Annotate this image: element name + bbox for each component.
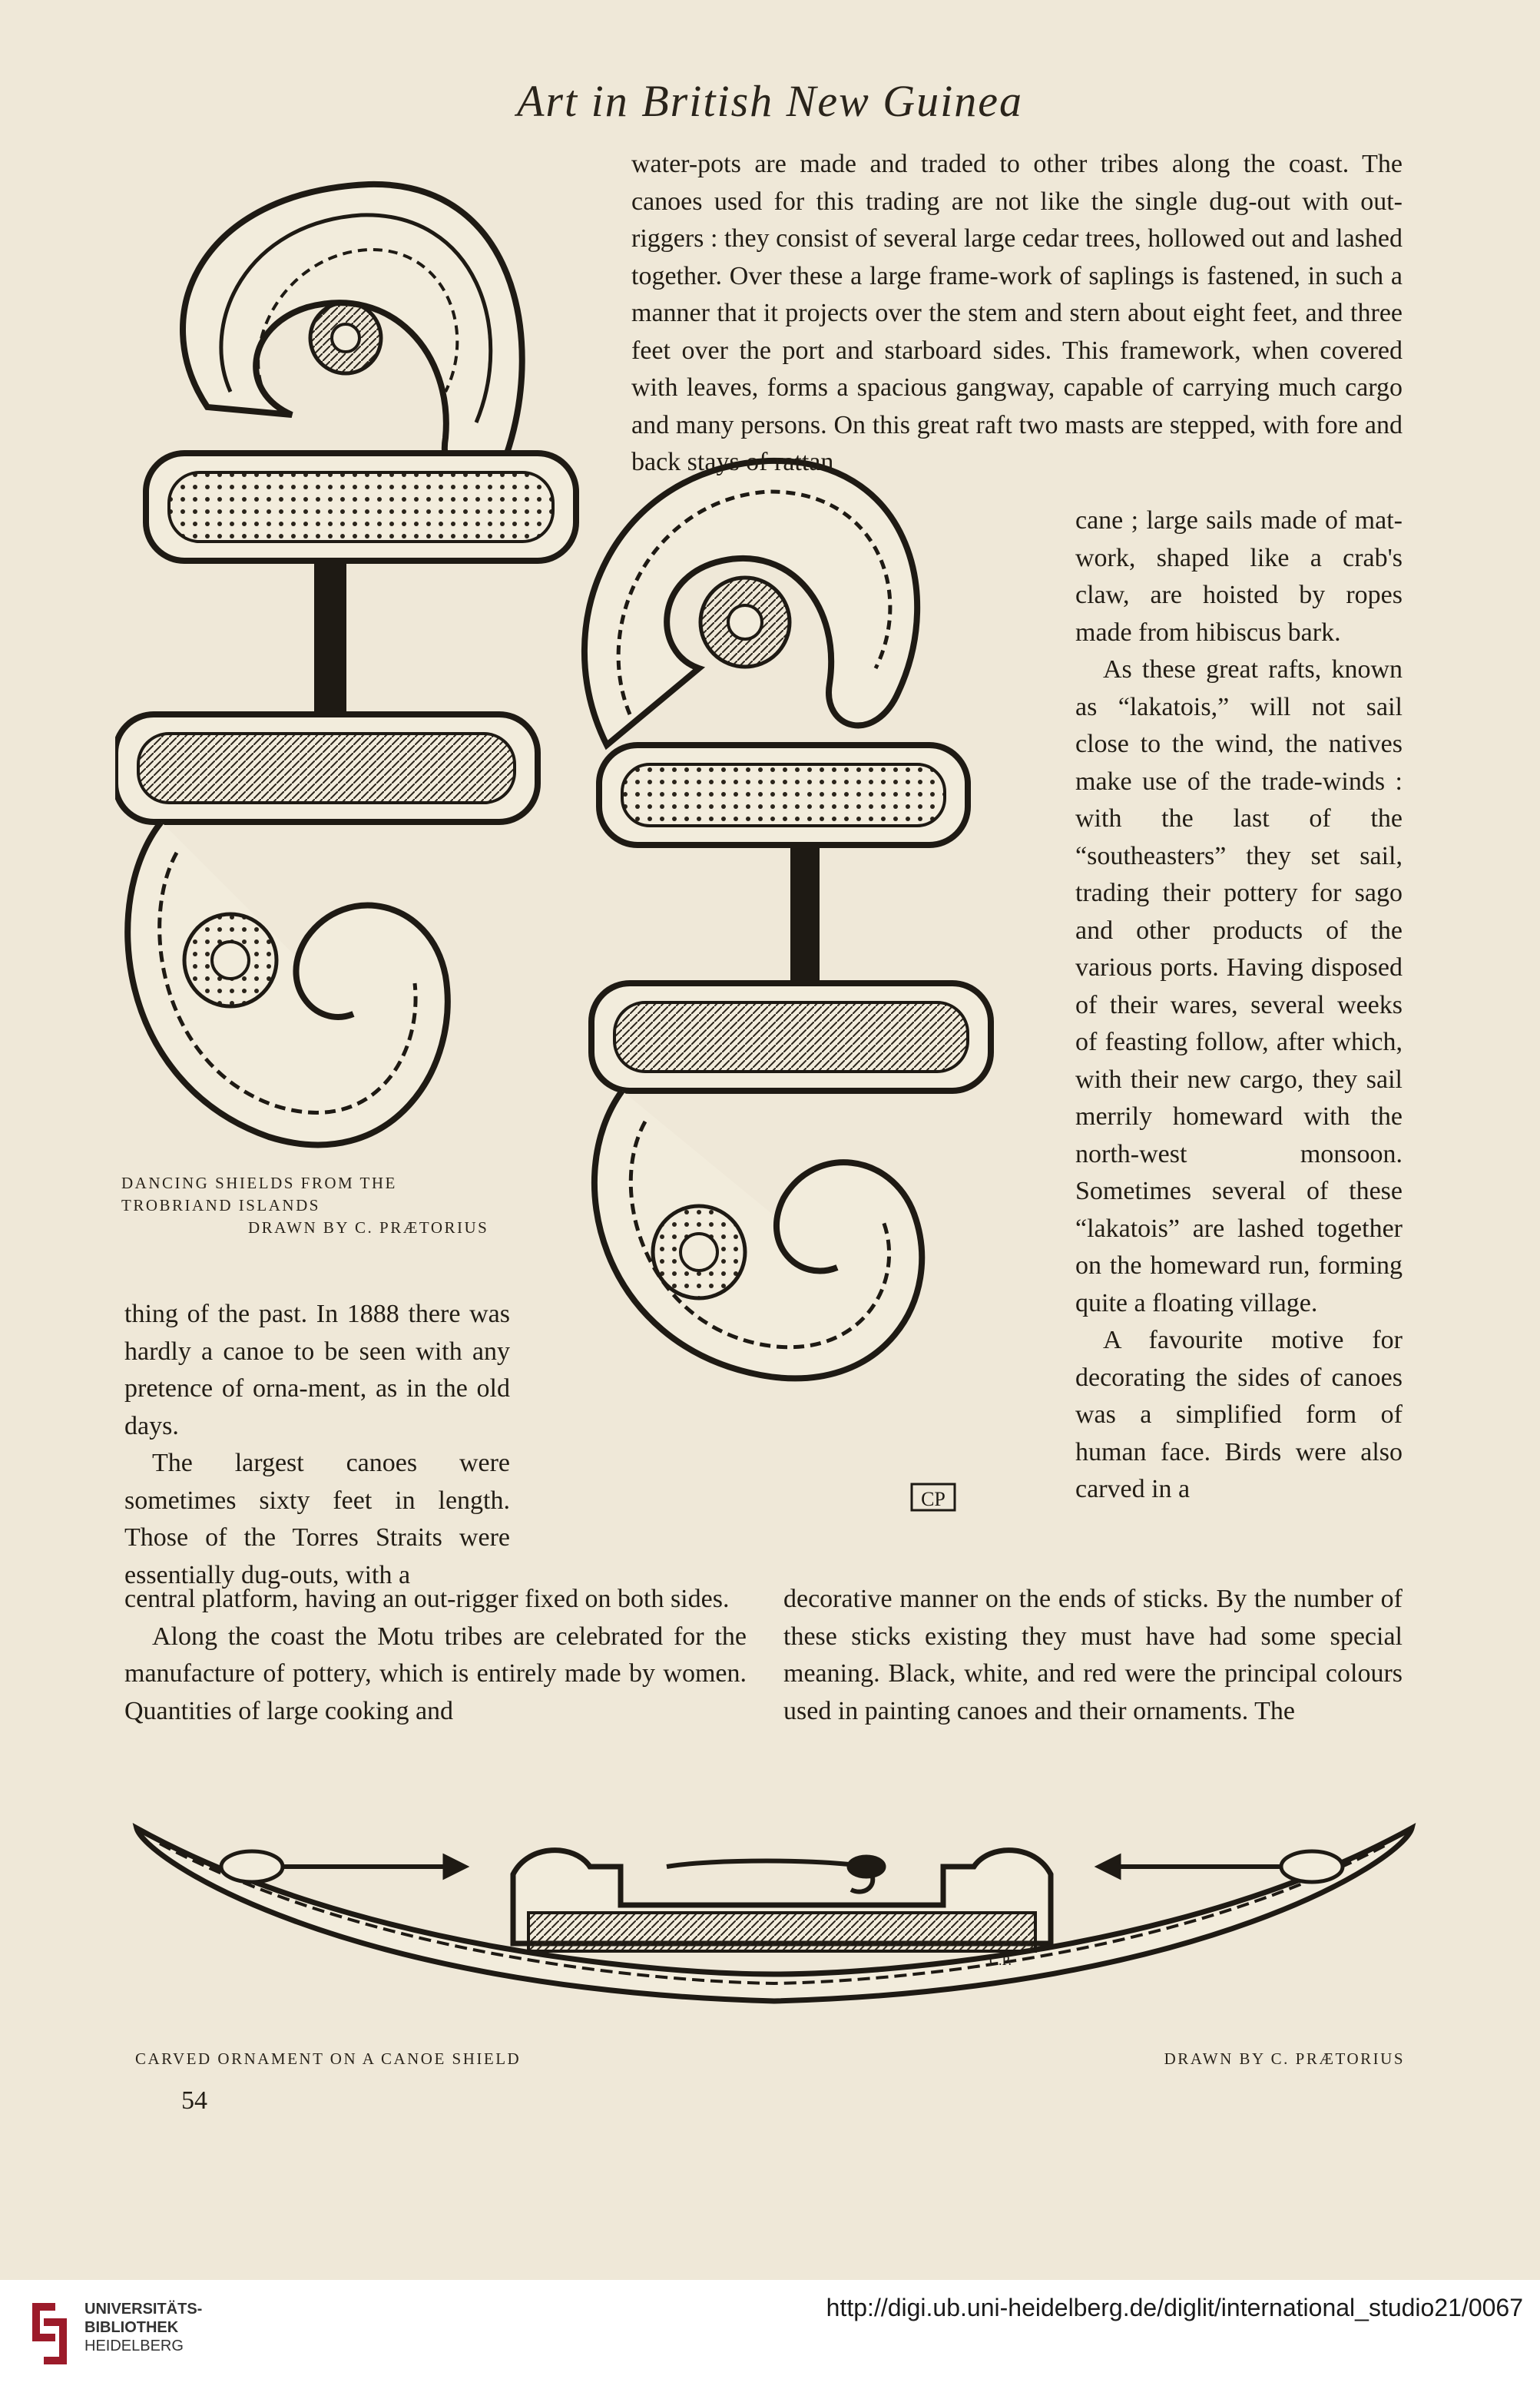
running-title: Art in British New Guinea [517, 76, 1023, 126]
canoe-caption: CARVED ORNAMENT ON A CANOE SHIELD [135, 2049, 522, 2068]
paragraph: Along the coast the Motu tribes are celebrated for the manufacture of pottery, which is entirely made by women. Quantities of large cooking and [124, 1622, 747, 1725]
paragraph: The largest canoes were sometimes sixty feet in length. Those of the Torres Straits were essentially dug-outs, with a [124, 1449, 510, 1589]
library-line-3: HEIDELBERG [84, 2338, 184, 2354]
source-url-link[interactable]: http://digi.ub.uni-heidelberg.de/diglit/international_studio21/0067 [826, 2294, 1523, 2321]
text-right-top [631, 146, 1403, 482]
paragraph: decorative manner on the ends of sticks. By the number of these sticks existing they must have had some special meaning. Black, white, and red were the principal colours used in painting canoes and their ornaments. The [783, 1585, 1403, 1725]
text-right-bottom [783, 1581, 1403, 1730]
monogram-cp-small: C.P. [989, 1953, 1012, 1968]
left-shield [115, 184, 576, 1145]
shields-credit: DRAWN BY C. PRÆTORIUS [248, 1218, 489, 1237]
library-line-1: UNIVERSITÄTS- [84, 2301, 203, 2318]
ub-heidelberg-logo-icon [25, 2295, 78, 2372]
page-number: 54 [181, 2086, 207, 2115]
shields-caption-line2: TROBRIAND ISLANDS [121, 1196, 320, 1214]
text-left-narrow [124, 1296, 510, 1594]
shields-caption [121, 1172, 488, 1239]
canoe-credit: DRAWN BY C. PRÆTORIUS [1164, 2049, 1405, 2068]
shields-caption-line1: DANCING SHIELDS FROM THE [121, 1174, 397, 1192]
paragraph: central platform, having an out-rigger fixed on both sides. [124, 1585, 730, 1613]
paragraph: water-pots are made and traded to other tribes along the coast. The canoes used for this trading are not like the single dug-out with out-riggers : they consist of several large cedar trees, hollowed out and lashed together. Over these a large frame-work of saplings is fastened, in such a manner that it projects over the stem and stern about eight feet, and three feet over the port and starboard sides. This framework, when covered with leaves, forms a spacious gangway, capable of carrying much cargo and many persons. On this great raft two masts are stepped, with fore and back stays of rattan [631, 150, 1403, 476]
right-shield [585, 461, 991, 1510]
canoe-ornament-illustration [129, 1813, 1419, 2013]
library-name [84, 2300, 202, 2355]
text-left-wide [124, 1581, 747, 1730]
paragraph: As these great rafts, known as “lakatois,” will not sail close to the wind, the natives make use of the trade-winds : with the last of the “southeasters” they set sail, trading their pottery for sago and other products of the various ports. Having disposed of their wares, several weeks of feasting follow, after which, with their new cargo, they sail merrily homeward with the north-west monsoon. Sometimes several of these “lakatois” are lashed together on the homeward run, forming quite a floating village. [1075, 655, 1403, 1317]
paragraph: cane ; large sails made of mat-work, shaped like a crab's claw, are hoisted by ropes made from hibiscus bark. [1075, 506, 1403, 647]
monogram-cp: CP [921, 1488, 946, 1510]
paragraph: A favourite motive for decorating the sides of canoes was a simplified form of human face. Birds were also carved in a [1075, 1326, 1403, 1503]
paragraph: thing of the past. In 1888 there was hardly a canoe to be seen with any pretence of orna-ment, as in the old days. [124, 1300, 510, 1440]
text-right-narrow [1075, 502, 1403, 1509]
library-line-2: BIBLIOTHEK [84, 2319, 179, 2336]
